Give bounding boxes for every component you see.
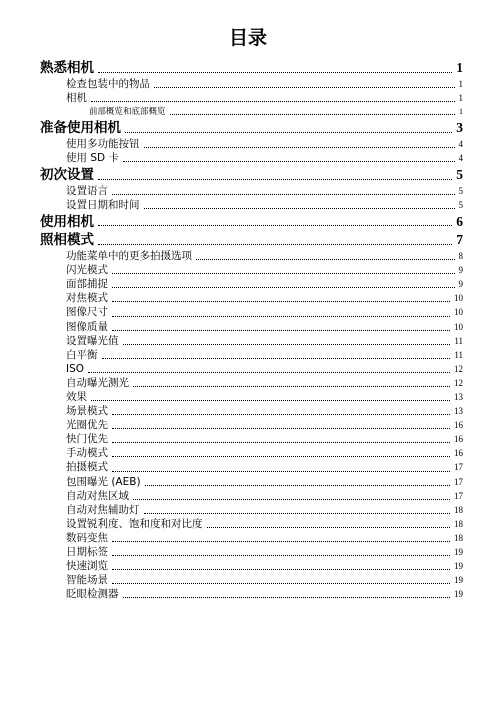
toc-section-entry[interactable]	[0, 277, 496, 291]
toc-section-entry[interactable]	[0, 320, 496, 334]
toc-entry-page-number: 4	[458, 138, 463, 149]
toc-entry-page-number: 4	[458, 152, 463, 163]
toc-chapter-entry[interactable]	[0, 59, 496, 77]
toc-entry-label: 设置锐利度、饱和度和对比度	[66, 517, 203, 530]
toc-subsection-entry[interactable]	[0, 105, 496, 119]
dot-leader	[123, 597, 451, 598]
toc-entry-page-number: 9	[458, 265, 463, 276]
dot-leader	[98, 225, 452, 226]
toc-entry-page-number: 11	[454, 349, 463, 360]
toc-section-entry[interactable]	[0, 184, 496, 198]
toc-entry-label: 白平衡	[66, 348, 98, 361]
dot-leader	[112, 316, 450, 317]
toc-entry-page-number: 19	[454, 561, 463, 572]
toc-entry-label: 智能场景	[66, 574, 108, 587]
toc-entry-page-number: 16	[454, 434, 463, 445]
toc-entry-label: 快门优先	[66, 433, 108, 446]
toc-section-entry[interactable]	[0, 432, 496, 446]
toc-entry-label: 包围曝光 (AEB)	[66, 475, 141, 488]
dot-leader	[112, 456, 450, 457]
dot-leader	[112, 330, 450, 331]
toc-entry-label: 面部捕捉	[66, 278, 108, 291]
toc-entry-page-number: 19	[454, 575, 463, 586]
dot-leader	[102, 358, 451, 359]
dot-leader	[144, 208, 455, 209]
toc-entry-page-number: 19	[454, 547, 463, 557]
toc-section-entry[interactable]	[0, 151, 496, 165]
dot-leader	[112, 471, 450, 472]
dot-leader	[112, 414, 450, 415]
toc-section-entry[interactable]	[0, 545, 496, 559]
page-title: 目录	[228, 27, 267, 49]
toc-section-entry[interactable]	[0, 418, 496, 432]
toc-section-entry[interactable]	[0, 390, 496, 404]
toc-entry-page-number: 1	[458, 92, 463, 103]
dot-leader	[144, 147, 455, 148]
toc-entry-page-number: 16	[454, 448, 463, 459]
toc-entry-label: 熟悉相机	[40, 60, 94, 76]
toc-entry-label: 相机	[66, 91, 87, 104]
toc-section-entry[interactable]	[0, 137, 496, 151]
toc-entry-label: 效果	[66, 390, 87, 403]
dot-leader	[123, 161, 455, 162]
toc-entry-page-number: 18	[454, 504, 463, 515]
dot-leader	[145, 485, 450, 486]
toc-entry-label: 准备使用相机	[40, 120, 121, 137]
toc-entry-page-number: 12	[454, 363, 463, 374]
toc-entry-page-number: 3	[456, 120, 463, 136]
toc-entry-label: 拍摄模式	[66, 461, 108, 474]
toc-entry-label: 使用 SD 卡	[66, 151, 119, 164]
dot-leader	[88, 372, 450, 373]
dot-leader	[207, 527, 451, 528]
toc-entry-label: 前部概览和底部概览	[89, 106, 166, 117]
toc-entry-label: 光圈优先	[66, 419, 108, 432]
dot-leader	[112, 287, 455, 288]
toc-chapter-entry[interactable]	[0, 213, 496, 231]
toc-entry-label: 图像尺寸	[66, 306, 108, 319]
toc-entry-page-number: 10	[454, 307, 463, 318]
dot-leader	[112, 428, 450, 429]
toc-entry-label: 功能菜单中的更多拍摄选项	[66, 250, 192, 263]
dot-leader	[112, 442, 450, 443]
toc-entry-page-number: 18	[454, 518, 463, 529]
toc-entry-label: 数码变焦	[66, 531, 108, 544]
toc-entry-label: 自动曝光测光	[66, 376, 129, 389]
toc-section-entry[interactable]	[0, 559, 496, 573]
toc-entry-page-number: 5	[456, 167, 463, 183]
toc-entry-page-number: 1	[456, 60, 463, 75]
toc-section-entry[interactable]	[0, 263, 496, 277]
dot-leader	[91, 400, 450, 401]
dot-leader	[112, 583, 450, 584]
toc-entry-page-number: 17	[454, 476, 463, 487]
toc-entry-page-number: 18	[454, 532, 463, 543]
toc-section-entry[interactable]	[0, 460, 496, 474]
toc-entry-label: 初次设置	[40, 167, 94, 184]
dot-leader	[112, 273, 455, 274]
toc-section-entry[interactable]	[0, 362, 496, 376]
toc-entry-label: 图像质量	[66, 320, 108, 333]
toc-section-entry[interactable]	[0, 573, 496, 587]
toc-section-entry[interactable]	[0, 446, 496, 460]
toc-entry-page-number: 9	[458, 279, 463, 290]
toc-section-entry[interactable]	[0, 475, 496, 489]
dot-leader	[91, 101, 455, 102]
toc-list	[0, 58, 496, 601]
toc-entry-label: 检查包装中的物品	[66, 77, 150, 90]
toc-entry-label: 手动模式	[66, 447, 108, 460]
dot-leader	[98, 179, 452, 180]
dot-leader	[133, 499, 450, 500]
dot-leader	[123, 344, 451, 345]
dot-leader	[112, 194, 455, 195]
toc-entry-page-number: 1	[459, 106, 463, 116]
dot-leader	[98, 72, 452, 73]
dot-leader	[125, 132, 452, 133]
toc-section-entry[interactable]	[0, 77, 496, 91]
toc-chapter-entry[interactable]	[0, 166, 496, 184]
toc-entry-label: 闪光模式	[66, 264, 108, 277]
toc-entry-page-number: 5	[458, 185, 463, 196]
toc-section-entry[interactable]	[0, 249, 496, 263]
toc-entry-label: 眨眼检测器	[66, 588, 119, 601]
toc-entry-label: 设置语言	[66, 184, 108, 197]
toc-section-entry[interactable]	[0, 503, 496, 517]
toc-entry-label: 使用相机	[40, 213, 94, 230]
toc-entry-page-number: 17	[454, 462, 463, 473]
toc-section-entry[interactable]	[0, 305, 496, 319]
toc-entry-label: ISO	[66, 362, 85, 375]
dot-leader	[196, 259, 455, 260]
toc-entry-page-number: 7	[456, 232, 463, 248]
toc-chapter-entry[interactable]	[0, 119, 496, 137]
dot-leader	[112, 569, 450, 570]
toc-section-entry[interactable]	[0, 531, 496, 545]
toc-entry-page-number: 16	[454, 420, 463, 431]
toc-section-entry[interactable]	[0, 376, 496, 390]
toc-entry-page-number: 13	[454, 391, 463, 402]
toc-entry-label: 使用多功能按钮	[66, 137, 140, 150]
toc-section-entry[interactable]	[0, 348, 496, 362]
toc-entry-label: 快速浏览	[66, 560, 108, 573]
dot-leader	[133, 386, 450, 387]
dot-leader	[112, 555, 450, 556]
toc-section-entry[interactable]	[0, 489, 496, 503]
toc-entry-page-number: 10	[454, 293, 463, 304]
toc-entry-label: 自动对焦辅助灯	[66, 503, 140, 516]
dot-leader	[170, 114, 455, 115]
toc-entry-page-number: 5	[458, 199, 463, 210]
toc-section-entry[interactable]	[0, 198, 496, 212]
toc-section-entry[interactable]	[0, 91, 496, 105]
toc-section-entry[interactable]	[0, 334, 496, 348]
dot-leader	[98, 244, 452, 245]
toc-section-entry[interactable]	[0, 587, 496, 601]
toc-entry-label: 设置曝光值	[66, 334, 119, 347]
toc-entry-page-number: 8	[458, 251, 463, 262]
toc-section-entry[interactable]	[0, 291, 496, 305]
toc-entry-page-number: 10	[454, 321, 463, 332]
toc-entry-page-number: 17	[454, 490, 463, 501]
toc-entry-page-number: 13	[454, 406, 463, 417]
toc-entry-page-number: 19	[454, 589, 463, 600]
toc-entry-label: 设置日期和时间	[66, 198, 140, 211]
toc-entry-label: 场景模式	[66, 405, 108, 418]
toc-entry-label: 自动对焦区域	[66, 489, 129, 502]
toc-entry-page-number: 11	[454, 335, 463, 346]
dot-leader	[112, 301, 450, 302]
toc-entry-page-number: 6	[456, 213, 463, 229]
toc-entry-label: 对焦模式	[66, 292, 108, 305]
toc-entry-page-number: 1	[458, 78, 463, 89]
toc-entry-label: 日期标签	[66, 546, 108, 558]
dot-leader	[112, 541, 450, 542]
dot-leader	[144, 513, 451, 514]
toc-entry-label: 照相模式	[40, 232, 94, 249]
toc-entry-page-number: 12	[454, 377, 463, 388]
toc-section-entry[interactable]	[0, 404, 496, 418]
toc-chapter-entry[interactable]	[0, 231, 496, 249]
dot-leader	[154, 87, 455, 88]
toc-section-entry[interactable]	[0, 517, 496, 531]
